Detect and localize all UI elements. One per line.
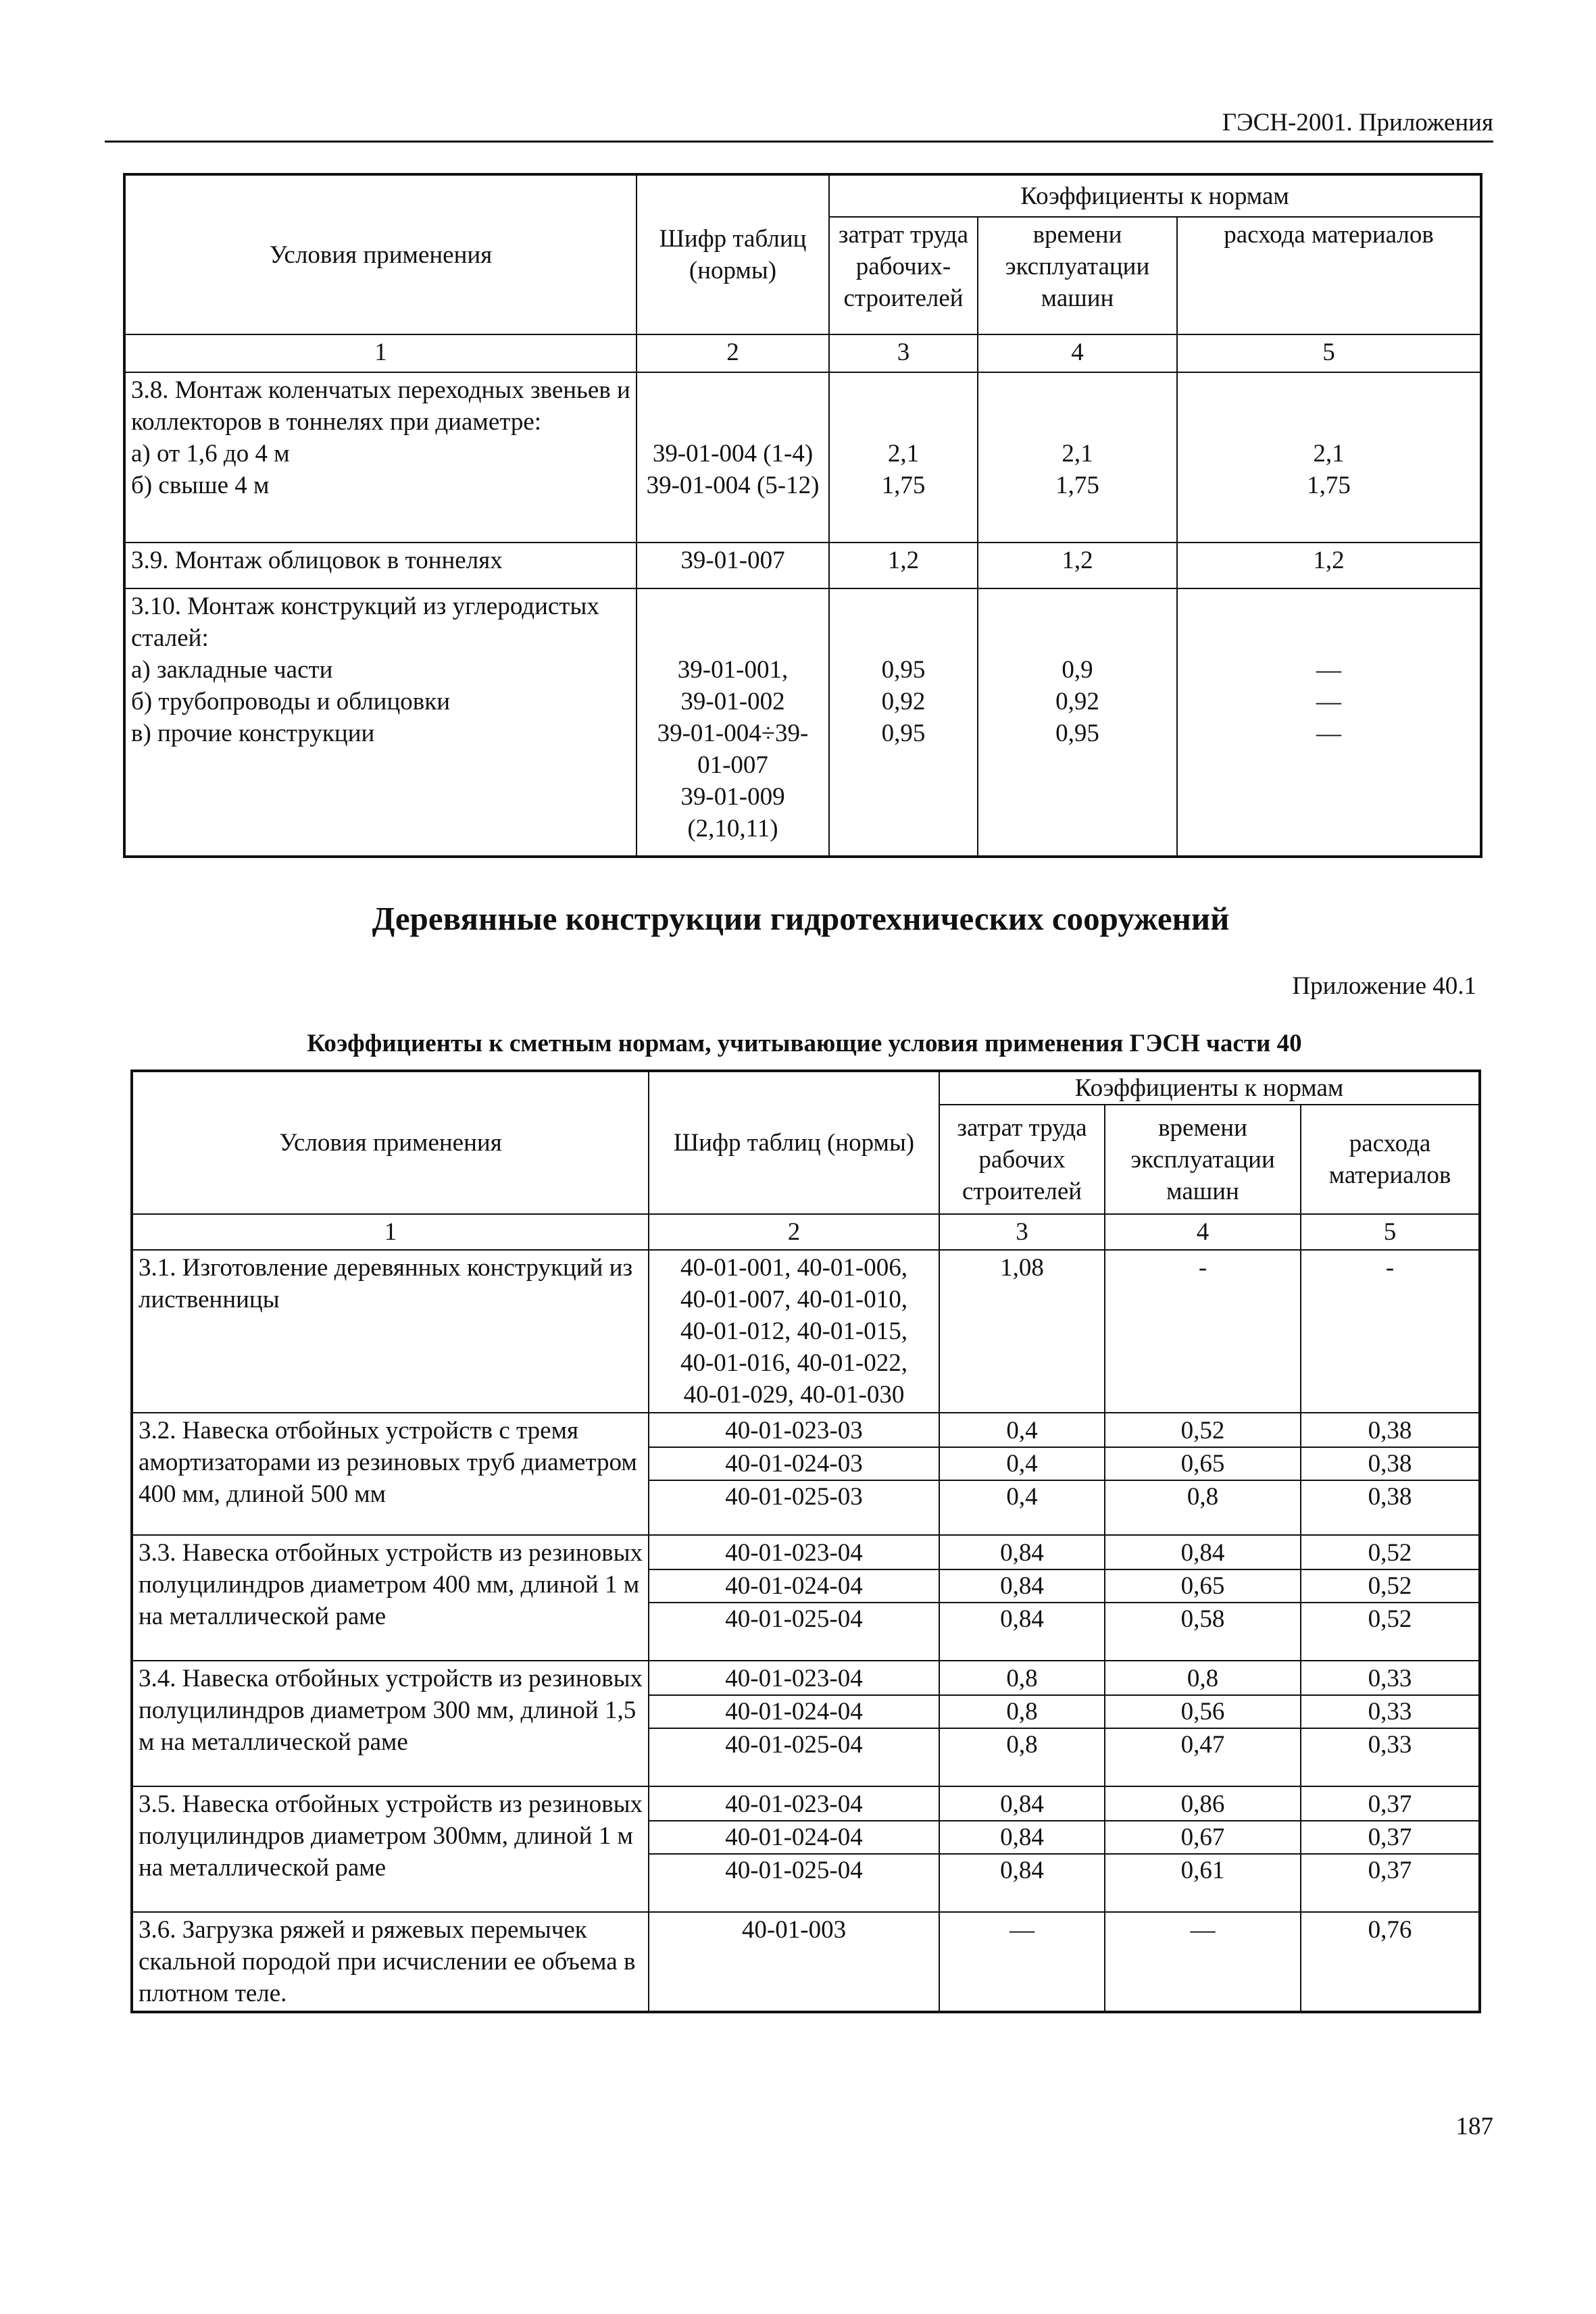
- condition-cell: [132, 1413, 649, 1535]
- value: [1183, 622, 1474, 654]
- condition-cell: [132, 1912, 649, 2012]
- value: 1,75: [1055, 472, 1099, 499]
- table-row: [124, 543, 1481, 588]
- value: 0,61: [1180, 1857, 1225, 1884]
- value: 0,65: [1105, 1570, 1300, 1603]
- value: 0,56: [1105, 1696, 1300, 1729]
- value: 0,76: [1368, 1916, 1412, 1944]
- table-row: [132, 1250, 1480, 1413]
- value: 0,4: [940, 1415, 1104, 1448]
- condition-cell: [132, 1535, 649, 1661]
- value: 0,52: [1105, 1415, 1300, 1448]
- value: 1,2: [1062, 547, 1093, 574]
- column-number: 2: [649, 1214, 939, 1250]
- value: 0,33: [1368, 1731, 1412, 1759]
- value: [984, 590, 1171, 622]
- labor-cell: [939, 1786, 1105, 1912]
- code-line: 40-01-024-04: [649, 1821, 939, 1855]
- code-line: 40-01-001, 40-01-006,: [680, 1254, 908, 1282]
- value: 0,67: [1105, 1821, 1300, 1855]
- value: 0,4: [940, 1448, 1104, 1481]
- value: 0,92: [881, 688, 926, 715]
- code-cell: [649, 1535, 939, 1661]
- machines-cell: [1105, 1661, 1301, 1786]
- code-line: 40-01-003: [741, 1916, 847, 1944]
- table-row: [132, 1535, 1480, 1661]
- code-line: 40-01-023-03: [649, 1415, 939, 1448]
- materials-cell: [1177, 543, 1481, 588]
- code-line: 39-01-004 (5-12): [646, 472, 820, 499]
- condition-text: 3.6. Загрузка ряжей и ряжевых перемычек скальной породой при исчислении ее объема в плотном теле.: [139, 1916, 636, 2007]
- materials-cell: [1177, 372, 1481, 543]
- value: —: [1316, 720, 1342, 747]
- value: 0,33: [1301, 1696, 1478, 1729]
- code-cell: [649, 1786, 939, 1912]
- value: —: [1009, 1916, 1034, 1944]
- code-line: 39-01-004 (1-4): [652, 440, 814, 468]
- value: 0,58: [1180, 1605, 1225, 1633]
- coefficients-table-39: [123, 173, 1482, 858]
- running-header: ГЭСН-2001. Приложения: [105, 108, 1493, 143]
- column-number: 2: [637, 334, 829, 372]
- value: 0,84: [940, 1788, 1104, 1821]
- labor-cell: [829, 372, 978, 543]
- code-cell: [649, 1661, 939, 1786]
- condition-text: 3.5. Навеска отбойных устройств из резиновых полуцилиндров диаметром 300мм, длиной 1 м на металлической раме: [139, 1790, 643, 1882]
- value: [984, 406, 1171, 438]
- materials-cell: [1177, 588, 1481, 857]
- labor-cell: [829, 588, 978, 857]
- value: 0,8: [1187, 1483, 1219, 1511]
- value: 0,84: [940, 1570, 1104, 1603]
- value: 0,4: [1006, 1483, 1038, 1511]
- value: 0,52: [1368, 1605, 1412, 1633]
- code-line: [643, 622, 823, 654]
- condition-item: а) закладные части: [131, 656, 333, 684]
- header-conditions: Условия применения: [124, 174, 637, 334]
- materials-cell: [1301, 1250, 1480, 1413]
- code-cell: [649, 1413, 939, 1535]
- value: [835, 374, 972, 406]
- value: 0,8: [940, 1696, 1104, 1729]
- code-line: 40-01-024-03: [649, 1448, 939, 1481]
- value: 0,84: [940, 1537, 1104, 1570]
- machines-cell: [1105, 1786, 1301, 1912]
- condition-text: 3.2. Навеска отбойных устройств с тремя амортизаторами из резиновых труб диаметром 400 мм, длиной 500 мм: [139, 1417, 637, 1508]
- value: [835, 622, 972, 654]
- value: 1,75: [1307, 472, 1351, 499]
- machines-cell: [978, 543, 1177, 588]
- code-line: 40-01-029, 40-01-030: [683, 1381, 905, 1409]
- value: -: [1198, 1254, 1207, 1282]
- code-line: 40-01-025-04: [725, 1605, 863, 1633]
- code-line: [643, 590, 823, 622]
- table-header-row: [124, 174, 1481, 217]
- value: 0,47: [1180, 1731, 1225, 1759]
- header-code: Шифр таблиц (нормы): [649, 1071, 939, 1214]
- value: 2,1: [1313, 440, 1345, 468]
- column-numbers-row: [132, 1214, 1480, 1250]
- value: 0,37: [1301, 1821, 1478, 1855]
- value: [984, 622, 1171, 654]
- table-row: [132, 1661, 1480, 1786]
- table-header-row: [132, 1071, 1480, 1105]
- code-line: 39-01-004÷39-01-007: [657, 720, 809, 779]
- value: 0,8: [1006, 1731, 1038, 1759]
- code-cell: [649, 1912, 939, 2012]
- code-line: [643, 374, 823, 406]
- value: [835, 406, 972, 438]
- labor-cell: [939, 1413, 1105, 1535]
- code-line: 40-01-025-03: [725, 1483, 863, 1511]
- condition-cell: [124, 372, 637, 543]
- code-line: 40-01-023-04: [649, 1788, 939, 1821]
- value: 1,2: [887, 547, 920, 574]
- code-line: 39-01-009 (2,10,11): [680, 783, 785, 842]
- value: 1,75: [881, 472, 926, 499]
- code-line: [643, 406, 823, 438]
- column-number: 1: [132, 1214, 649, 1250]
- condition-text: 3.9. Монтаж облицовок в тоннелях: [131, 547, 503, 574]
- table-row: [132, 1413, 1480, 1535]
- condition-cell: [124, 543, 637, 588]
- value: 0,95: [881, 720, 926, 747]
- appendix-label: Приложение 40.1: [1292, 972, 1476, 1000]
- code-cell: [637, 588, 829, 857]
- machines-cell: [1105, 1250, 1301, 1413]
- header-materials: расхода материалов: [1177, 217, 1481, 334]
- value: -: [1385, 1254, 1395, 1282]
- value: [835, 590, 972, 622]
- condition-item: б) свыше 4 м: [131, 472, 270, 499]
- condition-item: а) от 1,6 до 4 м: [131, 440, 290, 468]
- column-number: 4: [978, 334, 1177, 372]
- header-code: Шифр таблиц (нормы): [637, 174, 829, 334]
- code-line: 39-01-002: [680, 688, 785, 715]
- machines-cell: [1105, 1535, 1301, 1661]
- code-line: 40-01-023-04: [649, 1537, 939, 1570]
- condition-item: в) прочие конструкции: [131, 720, 375, 747]
- materials-cell: [1301, 1786, 1480, 1912]
- header-labor: затрат труда рабочих-строителей: [829, 217, 978, 334]
- value: 0,84: [1000, 1605, 1044, 1633]
- value: 0,86: [1105, 1788, 1300, 1821]
- value: 2,1: [887, 440, 920, 468]
- code-line: 40-01-025-04: [725, 1731, 863, 1759]
- code-cell: [649, 1250, 939, 1413]
- value: 0,84: [1105, 1537, 1300, 1570]
- value: 0,95: [1055, 720, 1099, 747]
- labor-cell: [829, 543, 978, 588]
- value: [984, 374, 1171, 406]
- materials-cell: [1301, 1661, 1480, 1786]
- header-materials: расхода материалов: [1301, 1105, 1480, 1214]
- column-number: 3: [829, 334, 978, 372]
- machines-cell: [978, 588, 1177, 857]
- value: —: [1316, 688, 1342, 715]
- header-coefficients: Коэффициенты к нормам: [829, 174, 1481, 217]
- header-machines: времени эксплуатации машин: [978, 217, 1177, 334]
- code-line: 40-01-016, 40-01-022,: [680, 1349, 908, 1377]
- page-number: 187: [1455, 2113, 1493, 2140]
- value: —: [1190, 1916, 1216, 1944]
- code-line: 40-01-025-04: [725, 1857, 863, 1884]
- code-line: 40-01-012, 40-01-015,: [680, 1317, 908, 1345]
- value: 0,33: [1301, 1663, 1478, 1696]
- labor-cell: [939, 1250, 1105, 1413]
- value: 1,2: [1313, 547, 1345, 574]
- code-cell: [637, 543, 829, 588]
- value: 2,1: [1062, 440, 1093, 468]
- section-title: Деревянные конструкции гидротехнических сооружений: [372, 900, 1230, 937]
- header-machines: времени эксплуатации машин: [1105, 1105, 1301, 1214]
- condition-text: 3.8. Монтаж коленчатых переходных звеньев и коллекторов в тоннелях при диаметре:: [131, 376, 630, 436]
- table-row: [132, 1912, 1480, 2012]
- condition-cell: [132, 1250, 649, 1413]
- materials-cell: [1301, 1912, 1480, 2012]
- machines-cell: [1105, 1912, 1301, 2012]
- value: 0,52: [1301, 1537, 1478, 1570]
- column-number: 5: [1301, 1214, 1480, 1250]
- column-number: 4: [1105, 1214, 1301, 1250]
- value: 0,37: [1301, 1788, 1478, 1821]
- value: [1183, 374, 1474, 406]
- table-row: [124, 372, 1481, 543]
- header-labor: затрат труда рабочих строителей: [939, 1105, 1105, 1214]
- column-numbers-row: [124, 334, 1481, 372]
- value: 0,65: [1105, 1448, 1300, 1481]
- column-number: 3: [939, 1214, 1105, 1250]
- labor-cell: [939, 1912, 1105, 2012]
- code-line: 40-01-023-04: [649, 1663, 939, 1696]
- value: 0,38: [1301, 1415, 1478, 1448]
- code-line: 40-01-024-04: [649, 1570, 939, 1603]
- value: 0,38: [1368, 1483, 1412, 1511]
- condition-text: 3.3. Навеска отбойных устройств из резиновых полуцилиндров диаметром 400 мм, длиной 1 м на металлической раме: [139, 1539, 643, 1630]
- value: —: [1316, 656, 1342, 684]
- condition-item: б) трубопроводы и облицовки: [131, 688, 451, 715]
- labor-cell: [939, 1535, 1105, 1661]
- header-conditions: Условия применения: [132, 1071, 649, 1214]
- coefficients-table-40: [130, 1070, 1481, 2013]
- condition-cell: [124, 588, 637, 857]
- table-caption: Коэффициенты к сметным нормам, учитывающие условия применения ГЭСН части 40: [307, 1030, 1302, 1057]
- value: 0,84: [940, 1821, 1104, 1855]
- table-row: [124, 588, 1481, 857]
- materials-cell: [1301, 1413, 1480, 1535]
- value: 0,52: [1301, 1570, 1478, 1603]
- condition-text: 3.4. Навеска отбойных устройств из резиновых полуцилиндров диаметром 300 мм, длиной 1,5 м на металлической раме: [139, 1665, 643, 1756]
- value: 0,84: [1000, 1857, 1044, 1884]
- value: 0,8: [940, 1663, 1104, 1696]
- labor-cell: [939, 1661, 1105, 1786]
- value: 0,8: [1105, 1663, 1300, 1696]
- machines-cell: [1105, 1413, 1301, 1535]
- column-number: 1: [124, 334, 637, 372]
- condition-text: 3.10. Монтаж конструкций из углеродистых сталей:: [131, 593, 599, 652]
- value: 0,92: [1055, 688, 1099, 715]
- code-line: 39-01-001,: [677, 656, 789, 684]
- value: 0,38: [1301, 1448, 1478, 1481]
- materials-cell: [1301, 1535, 1480, 1661]
- code-line: 39-01-007: [680, 547, 785, 574]
- header-coefficients: Коэффициенты к нормам: [939, 1071, 1480, 1105]
- value: 0,95: [881, 656, 926, 684]
- condition-cell: [132, 1786, 649, 1912]
- value: 0,9: [1062, 656, 1093, 684]
- machines-cell: [978, 372, 1177, 543]
- condition-text: 3.1. Изготовление деревянных конструкций из лиственницы: [139, 1254, 633, 1313]
- value: 0,37: [1368, 1857, 1412, 1884]
- code-line: 40-01-007, 40-01-010,: [680, 1286, 908, 1313]
- value: [1183, 406, 1474, 438]
- table-row: [132, 1786, 1480, 1912]
- value: [1183, 590, 1474, 622]
- condition-cell: [132, 1661, 649, 1786]
- value: 1,08: [1000, 1254, 1044, 1282]
- column-number: 5: [1177, 334, 1481, 372]
- code-line: 40-01-024-04: [649, 1696, 939, 1729]
- code-cell: [637, 372, 829, 543]
